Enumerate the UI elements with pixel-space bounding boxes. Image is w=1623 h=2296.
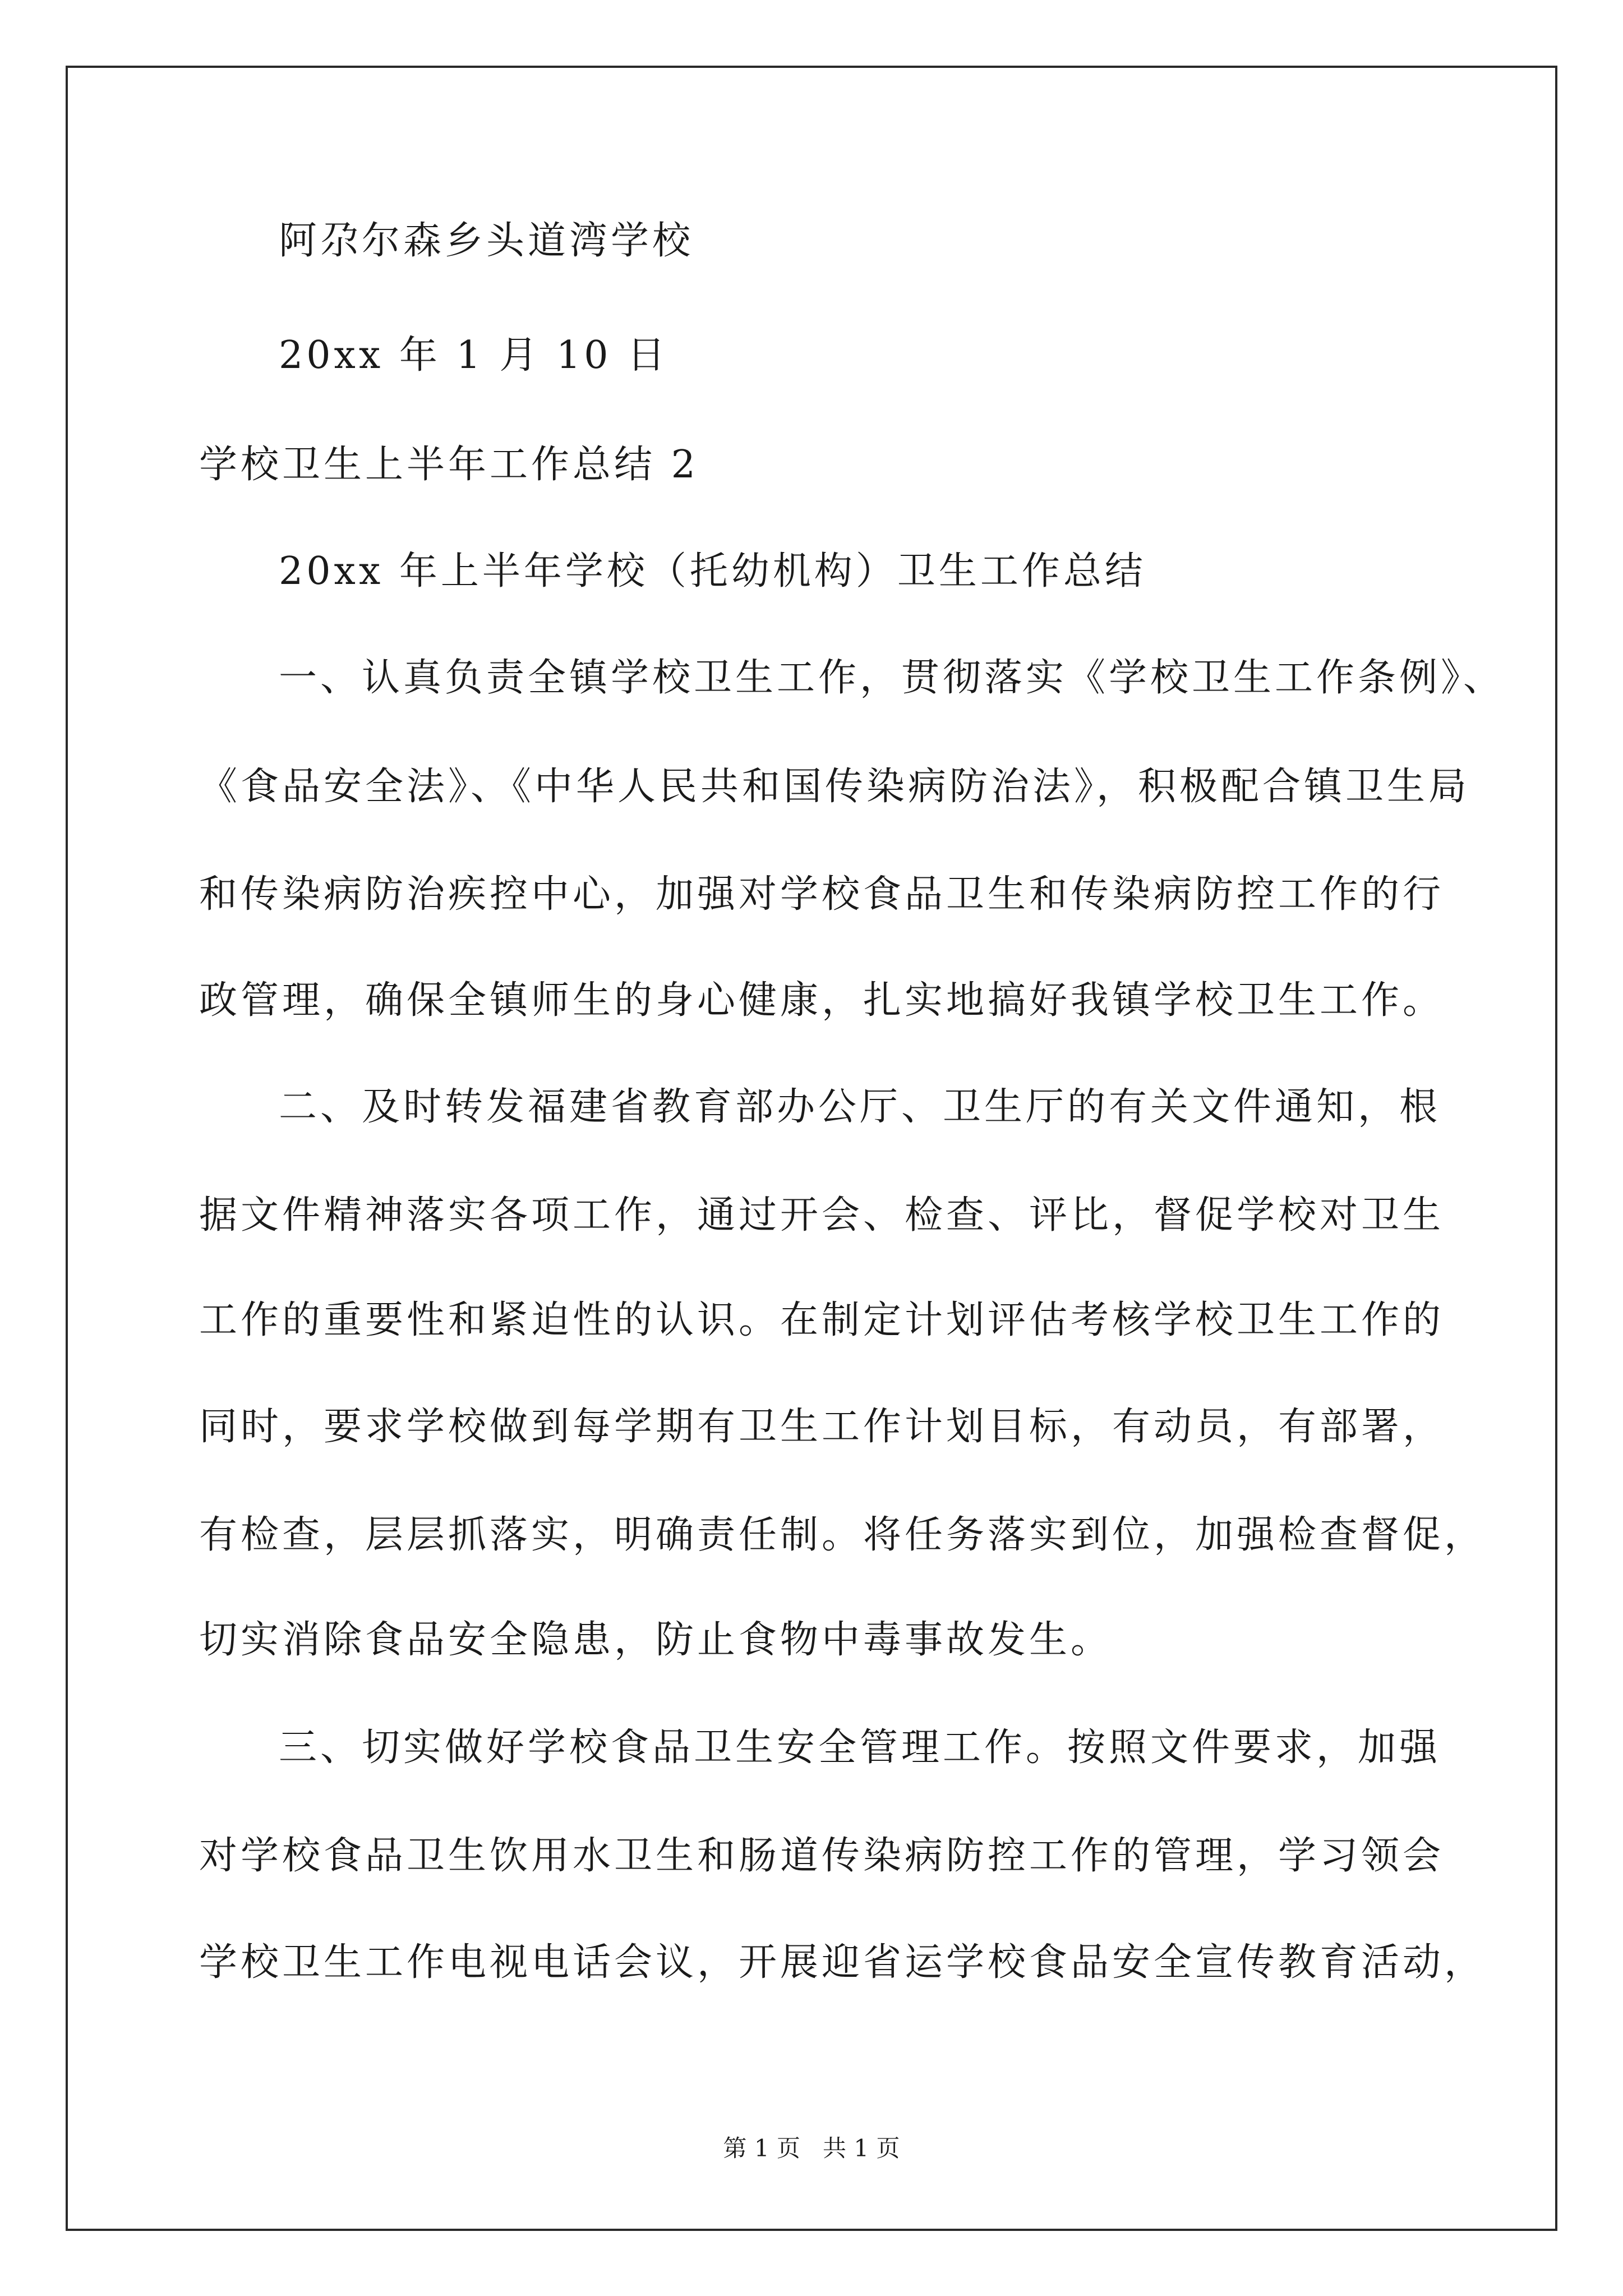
paragraph-1-line-4: 政管理，确保全镇师生的身心健康，扎实地搞好我镇学校卫生工作。 [199,978,1445,1023]
paragraph-2-line-1: 二、及时转发福建省教育部办公厅、卫生厅的有关文件通知，根 [279,1085,1441,1129]
school-name: 阿尕尔森乡头道湾学校 [279,219,694,263]
page-number-footer: 第 1 页 共 1 页 [723,2134,900,2162]
document-subtitle: 20xx 年上半年学校（托幼机构）卫生工作总结 [279,549,1146,593]
page-border [66,66,1557,2231]
paragraph-2-line-4: 同时，要求学校做到每学期有卫生工作计划目标，有动员，有部署， [199,1405,1445,1449]
section-title: 学校卫生上半年工作总结 2 [199,443,699,487]
paragraph-2-line-5: 有检查，层层抓落实，明确责任制。将任务落实到位，加强检查督促， [199,1513,1486,1557]
paragraph-2-line-2: 据文件精神落实各项工作，通过开会、检查、评比，督促学校对卫生 [199,1193,1445,1237]
paragraph-3-line-3: 学校卫生工作电视电话会议，开展迎省运学校食品安全宣传教育活动， [199,1940,1486,1985]
paragraph-1-line-2: 《食品安全法》、《中华人民共和国传染病防治法》，积极配合镇卫生局 [199,765,1470,809]
paragraph-2-line-6: 切实消除食品安全隐患，防止食物中毒事故发生。 [199,1618,1113,1662]
paragraph-1-line-3: 和传染病防治疾控中心，加强对学校食品卫生和传染病防控工作的行 [199,872,1445,917]
date-line: 20xx 年 1 月 10 日 [279,333,669,378]
paragraph-3-line-1: 三、切实做好学校食品卫生安全管理工作。按照文件要求，加强 [279,1726,1441,1770]
paragraph-3-line-2: 对学校食品卫生饮用水卫生和肠道传染病防控工作的管理，学习领会 [199,1834,1445,1878]
paragraph-1-line-1: 一、认真负责全镇学校卫生工作，贯彻落实《学校卫生工作条例》、 [279,656,1505,700]
paragraph-2-line-3: 工作的重要性和紧迫性的认识。在制定计划评估考核学校卫生工作的 [199,1298,1445,1342]
